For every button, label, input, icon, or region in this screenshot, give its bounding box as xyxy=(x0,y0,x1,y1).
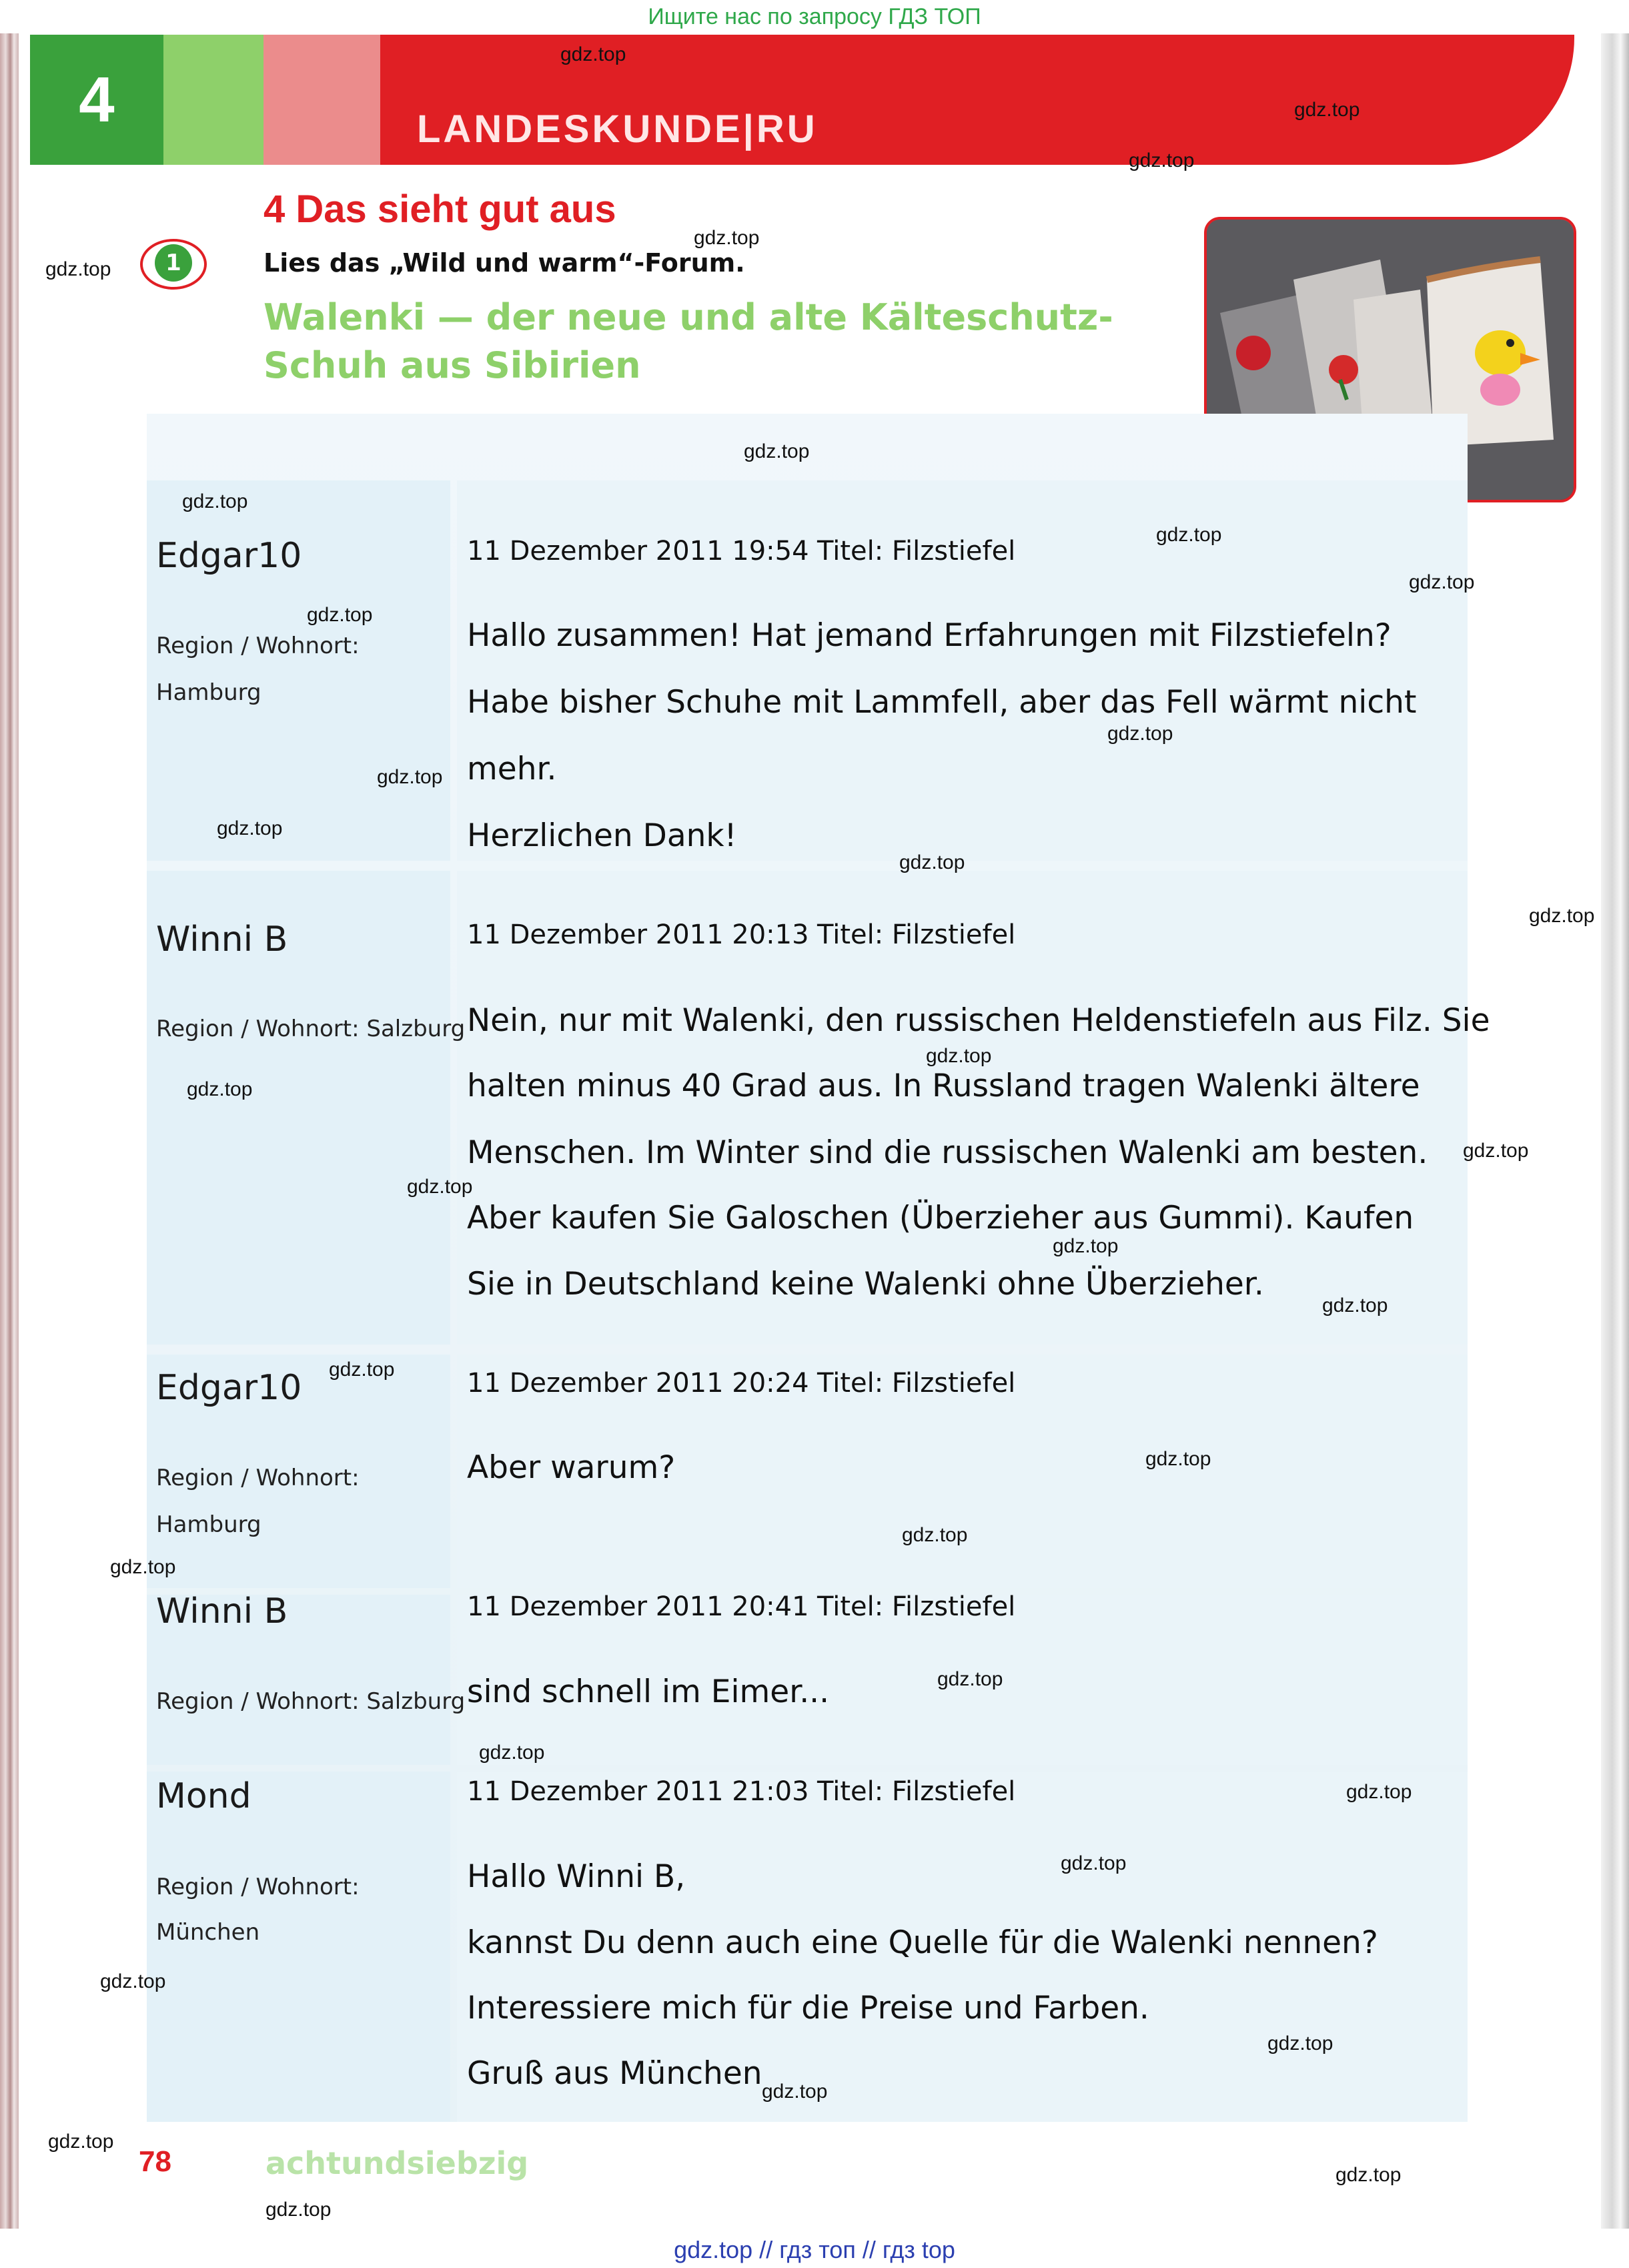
task-instruction: Lies das „Wild und warm“-Forum. xyxy=(263,248,745,278)
post-region-label: Region / Wohnort: xyxy=(156,1874,360,1900)
post-region-label: Region / Wohnort: Salzburg xyxy=(156,1016,466,1042)
post-text-line: Herzlichen Dank! xyxy=(467,817,737,854)
watermark: gdz.top xyxy=(1322,1294,1388,1316)
watermark: gdz.top xyxy=(1267,2032,1333,2054)
watermark: gdz.top xyxy=(1346,1781,1412,1803)
post-subject: Titel: Filzstiefel xyxy=(817,1591,1016,1622)
post-datetime: 11 Dezember 2011 21:03 xyxy=(467,1776,809,1807)
post-region-value: Hamburg xyxy=(156,679,261,706)
watermark: gdz.top xyxy=(48,2131,114,2153)
post-datetime: 11 Dezember 2011 20:41 xyxy=(467,1591,809,1622)
post-subject: Titel: Filzstiefel xyxy=(817,1368,1016,1399)
watermark: gdz.top xyxy=(217,817,283,839)
watermark: gdz.top xyxy=(902,1524,968,1546)
post-author: Mond xyxy=(156,1776,251,1816)
page-edge-left xyxy=(0,33,19,2229)
header-pink-block xyxy=(263,35,380,165)
page-number: 78 xyxy=(139,2145,171,2178)
watermark: gdz.top xyxy=(560,43,626,65)
post-text-line: Hallo zusammen! Hat jemand Erfahrungen mit Filzstiefeln? xyxy=(467,617,1392,654)
watermark: gdz.top xyxy=(182,490,248,512)
post-region-label: Region / Wohnort: xyxy=(156,633,360,659)
post-text-line: Gruß aus München xyxy=(467,2055,762,2092)
post-author: Edgar10 xyxy=(156,536,302,576)
bottom-banner: gdz.top // гдз топ // гдз top xyxy=(674,2236,955,2263)
post-region-label: Region / Wohnort: Salzburg xyxy=(156,1688,466,1715)
watermark: gdz.top xyxy=(694,227,760,249)
page-edge-right xyxy=(1601,33,1629,2229)
watermark: gdz.top xyxy=(937,1668,1003,1690)
post-region-value: Hamburg xyxy=(156,1511,261,1538)
watermark: gdz.top xyxy=(377,766,443,788)
section-title: LANDESKUNDE|RU xyxy=(417,107,818,151)
lesson-title: 4 Das sieht gut aus xyxy=(263,187,616,231)
post-datetime: 11 Dezember 2011 19:54 xyxy=(467,536,809,566)
watermark: gdz.top xyxy=(899,851,965,873)
post-text-line: Sie in Deutschland keine Walenki ohne Überzieher. xyxy=(467,1266,1264,1302)
watermark: gdz.top xyxy=(329,1359,395,1381)
watermark: gdz.top xyxy=(1061,1852,1127,1874)
watermark: gdz.top xyxy=(307,604,373,626)
watermark: gdz.top xyxy=(187,1078,253,1100)
post-region-value: München xyxy=(156,1919,260,1946)
watermark: gdz.top xyxy=(45,258,111,280)
watermark: gdz.top xyxy=(1409,571,1475,593)
post-author: Edgar10 xyxy=(156,1368,302,1408)
watermark: gdz.top xyxy=(1107,723,1173,745)
post-text-line: mehr. xyxy=(467,751,557,787)
post-text-line: Hallo Winni B, xyxy=(467,1858,686,1895)
post-author: Winni B xyxy=(156,1591,288,1631)
post-text-line: halten minus 40 Grad aus. In Russland tragen Walenki ältere xyxy=(467,1068,1420,1104)
watermark: gdz.top xyxy=(407,1176,473,1198)
watermark: gdz.top xyxy=(479,1742,545,1764)
watermark: gdz.top xyxy=(1463,1140,1529,1162)
watermark: gdz.top xyxy=(1294,99,1360,121)
post-subject: Titel: Filzstiefel xyxy=(817,1776,1016,1807)
post-text-line: Aber kaufen Sie Galoschen (Überzieher aus Gummi). Kaufen xyxy=(467,1200,1414,1236)
post-text-line: sind schnell im Eimer... xyxy=(467,1673,830,1710)
task-number-badge: 1 xyxy=(155,244,192,282)
watermark: gdz.top xyxy=(100,1970,166,1992)
page-number-word: achtundsiebzig xyxy=(265,2145,529,2181)
post-datetime: 11 Dezember 2011 20:24 xyxy=(467,1368,809,1399)
post-author: Winni B xyxy=(156,919,288,960)
watermark: gdz.top xyxy=(744,440,810,462)
watermark: gdz.top xyxy=(1145,1448,1211,1470)
watermark: gdz.top xyxy=(1053,1235,1119,1257)
chapter-number: 4 xyxy=(79,64,115,135)
post-text-line: Menschen. Im Winter sind die russischen Walenki am besten. xyxy=(467,1134,1428,1171)
post-text-line: Habe bisher Schuhe mit Lammfell, aber das Fell wärmt nicht xyxy=(467,684,1417,721)
watermark: gdz.top xyxy=(926,1045,992,1067)
watermark: gdz.top xyxy=(762,2081,828,2103)
post-author-cell xyxy=(147,1772,450,2122)
post-subject: Titel: Filzstiefel xyxy=(817,919,1016,950)
watermark: gdz.top xyxy=(1335,2164,1402,2186)
watermark: gdz.top xyxy=(1156,524,1222,546)
post-text-line: Interessiere mich für die Preise und Farben. xyxy=(467,1990,1149,2026)
watermark: gdz.top xyxy=(265,2199,332,2221)
post-text-line: Aber warum? xyxy=(467,1449,676,1486)
post-region-label: Region / Wohnort: xyxy=(156,1465,360,1491)
post-text-line: kannst Du denn auch eine Quelle für die Walenki nennen? xyxy=(467,1924,1378,1961)
watermark: gdz.top xyxy=(110,1556,176,1578)
search-banner: Ищите нас по запросу ГДЗ ТОП xyxy=(648,4,981,29)
article-title: Walenki — der neue und alte Kälteschutz-Schuh aus Sibirien xyxy=(263,296,1113,386)
post-text-line: Nein, nur mit Walenki, den russischen Heldenstiefeln aus Filz. Sie xyxy=(467,1002,1490,1039)
header-light-green-block xyxy=(163,35,263,165)
post-datetime: 11 Dezember 2011 20:13 xyxy=(467,919,809,950)
post-subject: Titel: Filzstiefel xyxy=(817,536,1016,566)
watermark: gdz.top xyxy=(1129,149,1195,171)
watermark: gdz.top xyxy=(1529,905,1595,927)
